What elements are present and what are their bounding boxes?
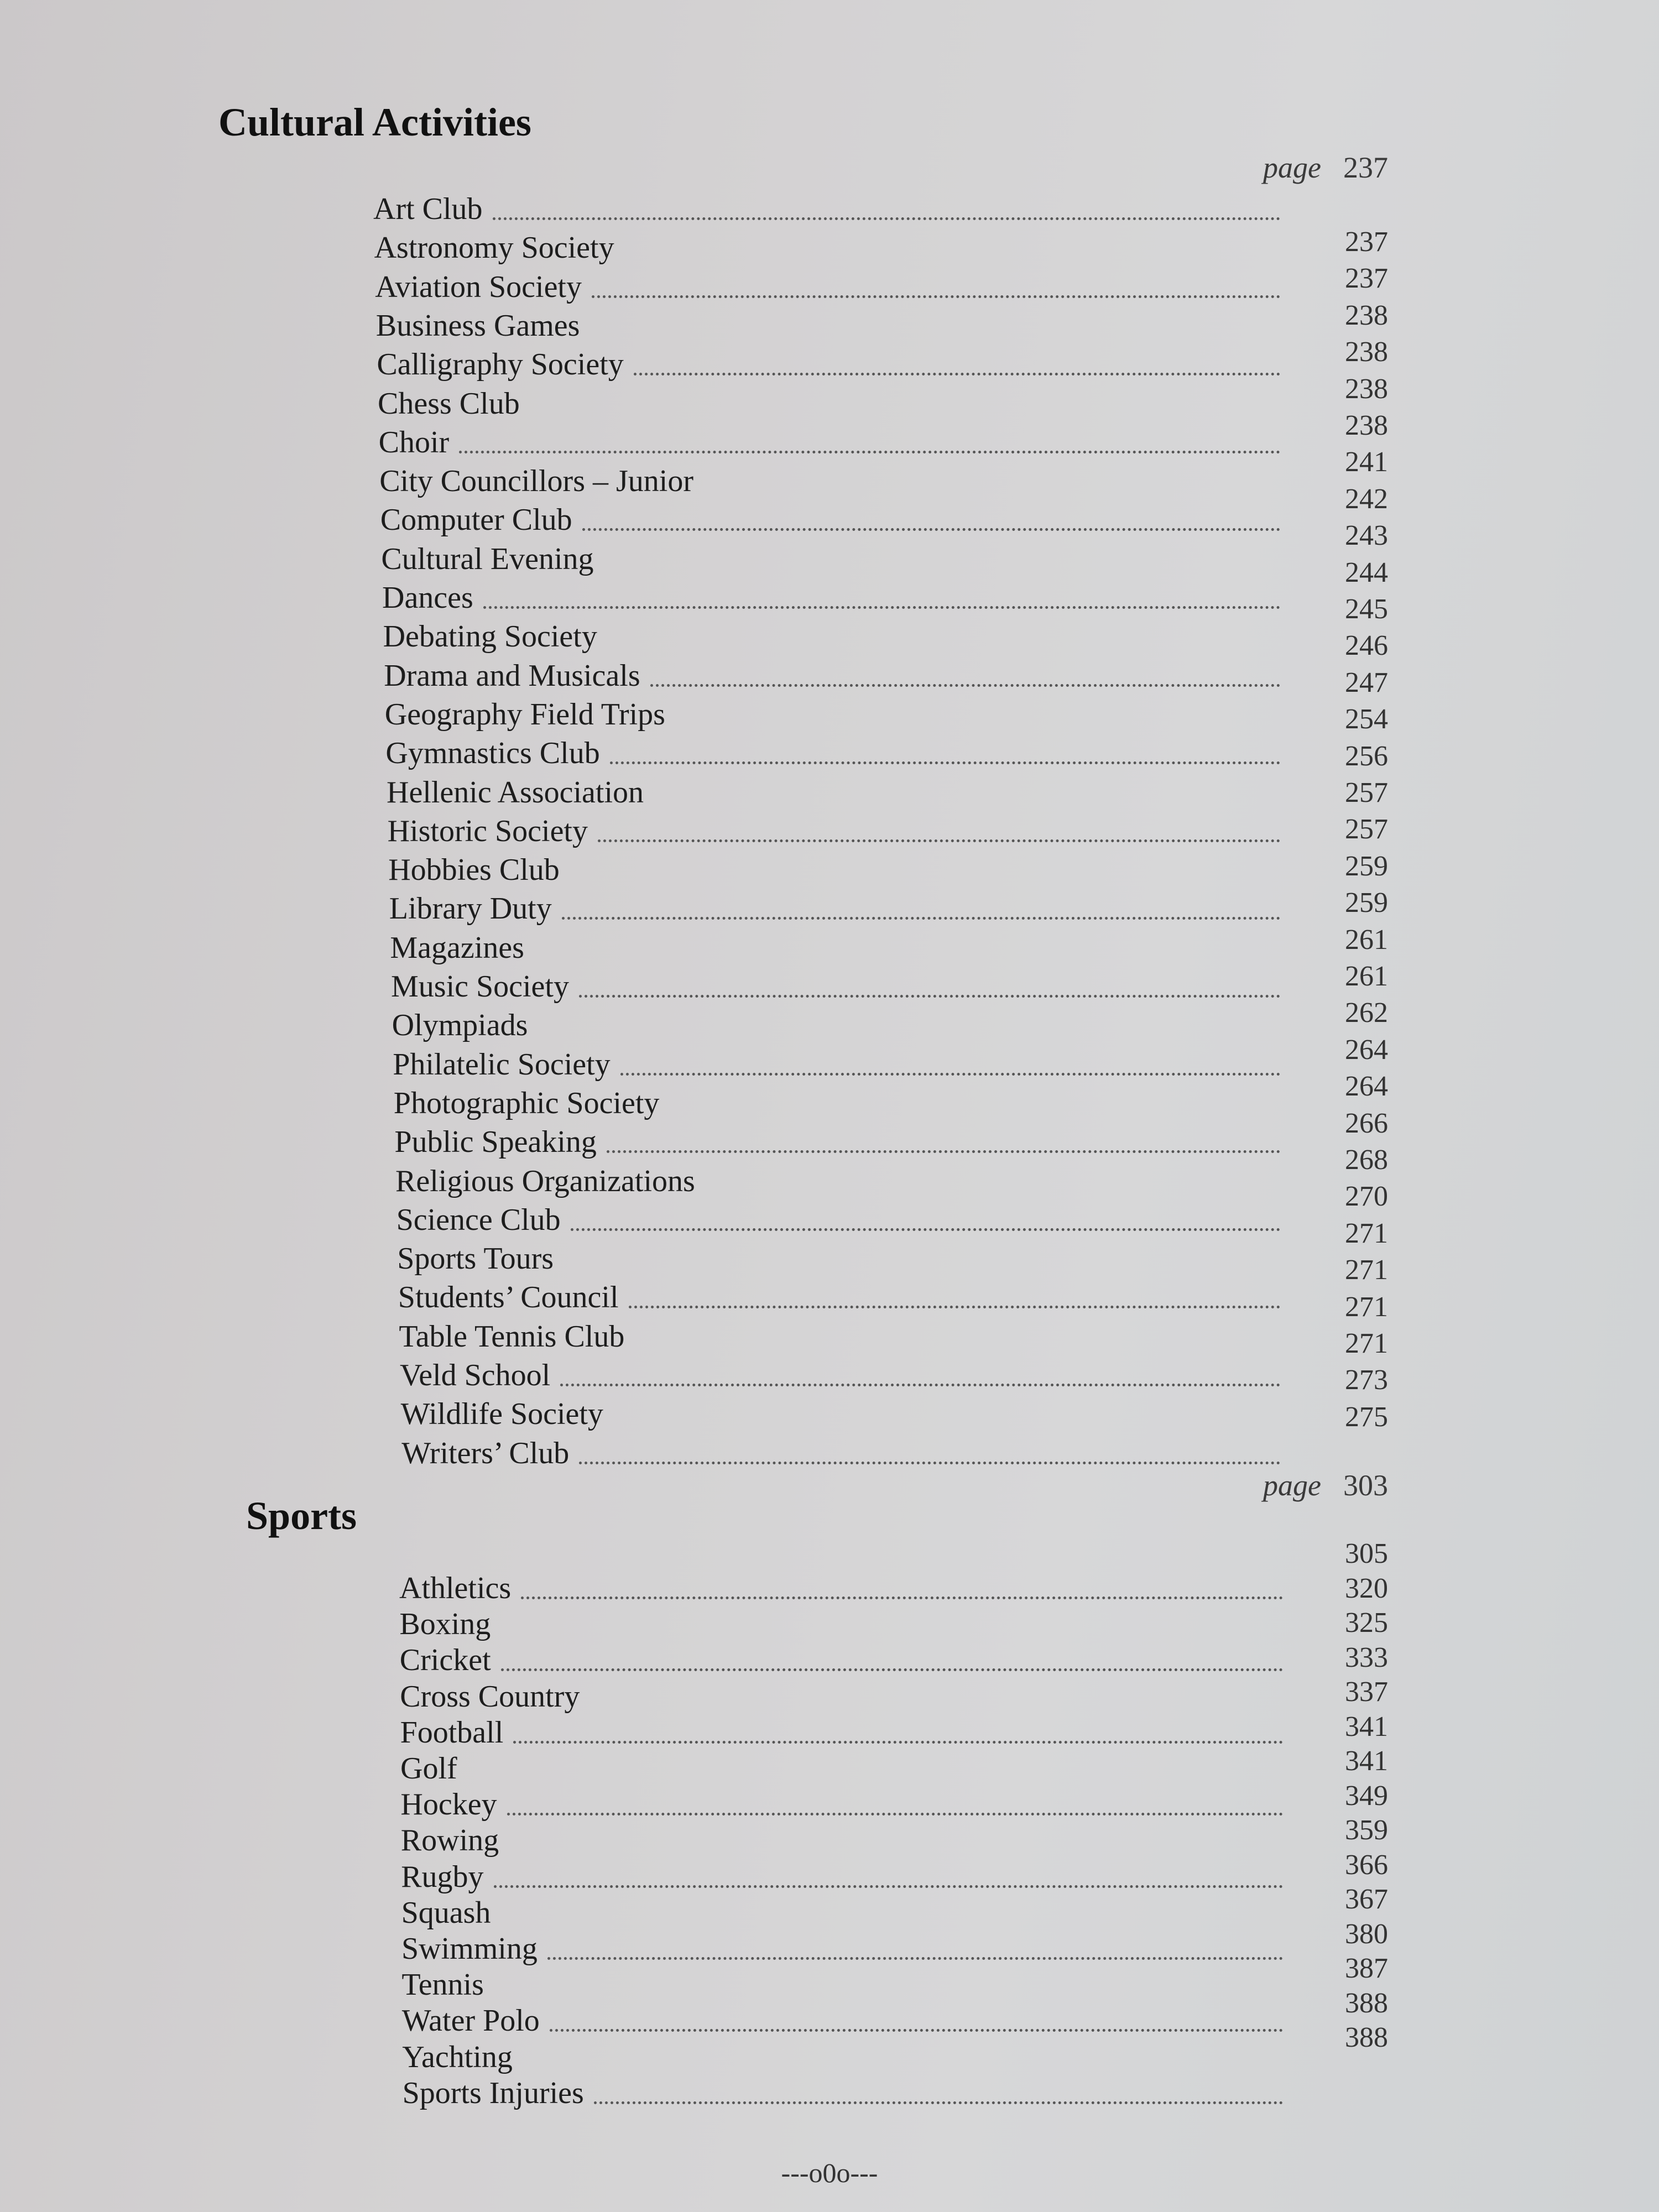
dot-leader	[579, 995, 1280, 998]
dot-leader	[550, 2029, 1283, 2032]
toc-entry	[401, 1436, 1280, 1471]
toc-entry-label: Sports Injuries	[402, 2075, 584, 2110]
toc-entry	[400, 1358, 1280, 1393]
toc-entry	[400, 1787, 1283, 1822]
toc-entry-label: Drama and Musicals	[384, 658, 640, 693]
toc-entry-label: Aviation Society	[375, 269, 582, 304]
toc-entry-label: Hobbies Club	[388, 853, 560, 888]
toc-entry	[391, 969, 1280, 1004]
dot-leader	[620, 1073, 1280, 1076]
toc-page-number: 238	[1345, 373, 1388, 405]
toc-entry	[373, 191, 1280, 227]
dot-leader	[571, 1228, 1280, 1231]
toc-page-number: 247	[1345, 666, 1388, 698]
toc-entry-label: Squash	[401, 1895, 491, 1930]
toc-entry-label: Swimming	[401, 1932, 538, 1966]
toc-entry-label: Astronomy Society	[374, 231, 614, 265]
toc-page-number: 256	[1345, 740, 1388, 772]
toc-page-number: 387	[1345, 1953, 1388, 1984]
toc-page-number: 270	[1345, 1181, 1388, 1213]
toc-entry	[401, 1859, 1283, 1895]
dot-leader	[483, 606, 1280, 609]
toc-entry-label: Music Society	[391, 969, 569, 1004]
sports-section-title: Sports	[246, 1494, 357, 1538]
toc-page-number: 388	[1345, 1987, 1388, 2019]
toc-entry	[397, 1241, 1280, 1276]
toc-page-number: 349	[1345, 1780, 1388, 1812]
toc-entry-label: Photographic Society	[393, 1086, 660, 1120]
toc-page-number: 262	[1345, 997, 1388, 1029]
toc-page-number: 273	[1345, 1364, 1388, 1396]
toc-entry-label: Magazines	[390, 930, 524, 965]
cultural-section-title: Cultural Activities	[218, 100, 531, 144]
toc-page-number: 333	[1345, 1641, 1388, 1673]
sports-page-header	[1112, 1468, 1388, 1503]
toc-entry	[400, 1642, 1283, 1678]
toc-entry	[401, 1895, 1283, 1931]
toc-entry	[400, 1679, 1283, 1714]
toc-entry-label: Rowing	[400, 1823, 499, 1858]
toc-page-number: 268	[1345, 1144, 1388, 1176]
toc-entry-label: Olympiads	[392, 1008, 528, 1043]
toc-entry-label: Tennis	[401, 1968, 484, 2002]
dot-leader	[507, 1813, 1283, 1815]
toc-page-number: 341	[1345, 1745, 1388, 1777]
toc-entry-label: Debating Society	[383, 619, 597, 654]
dot-leader	[634, 373, 1280, 375]
toc-page-number: 261	[1345, 924, 1388, 956]
toc-page-number: 271	[1345, 1217, 1388, 1249]
toc-entry	[385, 735, 1280, 771]
dot-leader	[592, 295, 1280, 298]
toc-entry	[401, 1967, 1283, 2002]
toc-entry-label: Library Duty	[389, 891, 552, 926]
toc-entry-label: Calligraphy Society	[377, 347, 624, 382]
page-word: page	[1263, 151, 1321, 184]
dot-leader	[560, 1384, 1280, 1386]
toc-entry-label: Dances	[382, 581, 473, 615]
toc-page-number: 325	[1345, 1607, 1388, 1639]
toc-entry-label: Geography Field Trips	[384, 697, 665, 732]
toc-entry	[400, 1751, 1283, 1786]
dot-leader	[562, 917, 1280, 920]
toc-entry-label: Sports Tours	[397, 1241, 554, 1276]
toc-entry	[401, 1396, 1280, 1432]
toc-entry	[377, 347, 1280, 382]
toc-entry-label: Gymnastics Club	[385, 736, 600, 771]
dot-leader	[513, 1741, 1283, 1744]
toc-page-number: 341	[1345, 1710, 1388, 1743]
dot-leader	[501, 1668, 1283, 1671]
toc-entry-label: Chess Club	[378, 386, 520, 421]
toc-entry	[383, 619, 1280, 654]
toc-entry-label: Writers’ Club	[401, 1436, 570, 1470]
toc-entry	[384, 658, 1280, 693]
toc-entry	[395, 1164, 1280, 1199]
toc-entry-label: Table Tennis Club	[399, 1319, 625, 1354]
dot-leader	[629, 1306, 1280, 1308]
page-word: page	[1263, 1469, 1321, 1502]
toc-page-number: 257	[1345, 813, 1388, 846]
toc-entry	[401, 1823, 1283, 1858]
toc-entry-label: Rugby	[401, 1859, 484, 1894]
toc-entry	[379, 463, 1280, 499]
toc-page-number: 366	[1345, 1849, 1388, 1881]
toc-entry-label: Athletics	[399, 1571, 512, 1605]
toc-entry	[387, 775, 1280, 810]
toc-entry	[399, 1606, 1283, 1642]
toc-entry-label: Wildlife Society	[400, 1397, 603, 1432]
toc-entry-label: Art Club	[373, 192, 483, 226]
toc-page-number: 237	[1345, 263, 1388, 295]
toc-page-number: 257	[1345, 777, 1388, 808]
toc-entry	[403, 2075, 1283, 2111]
toc-entry-label: Business Games	[375, 308, 580, 343]
toc-entry-label: Public Speaking	[394, 1125, 597, 1160]
toc-page-number: 244	[1345, 556, 1388, 588]
toc-entry	[400, 1715, 1283, 1750]
toc-page-number: 359	[1345, 1814, 1388, 1846]
toc-page-number: 241	[1345, 446, 1388, 478]
toc-entry	[393, 1047, 1280, 1082]
toc-entry-label: Choir	[378, 425, 450, 460]
toc-page-number: 238	[1345, 336, 1388, 368]
dot-leader	[459, 451, 1280, 453]
dot-leader	[650, 684, 1280, 687]
toc-entry-label: Hellenic Association	[387, 775, 644, 810]
cultural-page-header	[1112, 150, 1388, 185]
toc-page-number: 238	[1345, 299, 1388, 331]
dot-leader	[547, 1957, 1283, 1960]
page-start-number: 303	[1343, 1469, 1388, 1502]
toc-entry-label: Cultural Evening	[381, 541, 594, 576]
toc-page-number: 243	[1345, 520, 1388, 552]
toc-entry-label: Students’ Council	[398, 1280, 619, 1315]
toc-entry	[381, 541, 1280, 577]
toc-entry-label: Computer Club	[380, 503, 572, 538]
toc-page-number: 271	[1345, 1291, 1388, 1323]
toc-entry	[375, 269, 1280, 305]
toc-entry	[401, 1931, 1283, 1966]
toc-page-number: 380	[1345, 1918, 1388, 1950]
page-start-number: 237	[1343, 151, 1388, 184]
toc-page-number: 275	[1345, 1401, 1388, 1433]
toc-page-number: 367	[1345, 1884, 1388, 1915]
toc-entry	[397, 1202, 1280, 1238]
toc-page-number: 337	[1345, 1676, 1388, 1708]
toc-page-number: 237	[1345, 226, 1388, 258]
toc-entry	[392, 1008, 1280, 1043]
toc-entry	[398, 1280, 1280, 1315]
dot-leader	[493, 217, 1280, 220]
dot-leader	[607, 1150, 1280, 1153]
dot-leader	[494, 1885, 1283, 1888]
dot-leader	[610, 761, 1280, 764]
toc-entry	[389, 891, 1280, 926]
toc-page-number: 254	[1345, 703, 1388, 735]
toc-page-number: 266	[1345, 1107, 1388, 1139]
toc-entry	[380, 502, 1280, 538]
toc-entry-label: Golf	[400, 1751, 457, 1786]
toc-entry-label: Water Polo	[401, 2004, 540, 2038]
dot-leader	[582, 528, 1280, 531]
dot-leader	[521, 1597, 1283, 1599]
toc-entry	[402, 2039, 1283, 2075]
toc-page-number: 261	[1345, 961, 1388, 992]
toc-page-number: 320	[1345, 1572, 1388, 1604]
toc-entry	[394, 1124, 1280, 1160]
toc-entry	[376, 308, 1280, 343]
dot-leader	[594, 2101, 1283, 2104]
toc-page-number: 238	[1345, 410, 1388, 441]
toc-entry-label: Philatelic Society	[393, 1047, 611, 1082]
toc-entry-label: Football	[400, 1715, 504, 1750]
toc-page-number: 259	[1345, 887, 1388, 919]
toc-page-number: 388	[1345, 2022, 1388, 2053]
toc-entry-label: City Councillors – Junior	[379, 464, 693, 499]
toc-entry-label: Cross Country	[400, 1679, 580, 1714]
toc-page-number: 305	[1345, 1538, 1388, 1569]
toc-entry	[399, 1571, 1283, 1606]
toc-entry	[379, 425, 1280, 460]
toc-entry-label: Veld School	[400, 1358, 551, 1392]
dot-leader	[579, 1462, 1280, 1464]
toc-entry-label: Religious Organizations	[395, 1164, 695, 1198]
toc-entry	[390, 930, 1280, 966]
toc-entry	[374, 230, 1280, 265]
toc-entry-label: Hockey	[400, 1787, 497, 1822]
toc-entry-label: Yachting	[402, 2039, 513, 2074]
toc-entry	[385, 697, 1280, 732]
toc-page-number: 245	[1345, 593, 1388, 625]
toc-entry	[402, 2003, 1283, 2038]
page-footer-ornament: ---o0o---	[781, 2157, 878, 2188]
toc-page-number: 259	[1345, 850, 1388, 882]
toc-page-number: 264	[1345, 1071, 1388, 1103]
toc-page-number: 271	[1345, 1254, 1388, 1286]
toc-entry	[394, 1086, 1280, 1121]
toc-entry-label: Boxing	[399, 1607, 491, 1642]
toc-entry	[388, 813, 1280, 849]
toc-entry	[382, 580, 1280, 615]
dot-leader	[598, 839, 1280, 842]
toc-entry-label: Science Club	[396, 1202, 561, 1237]
toc-entry-label: Historic Society	[387, 813, 588, 848]
toc-entry	[378, 386, 1280, 421]
toc-page-number: 242	[1345, 483, 1388, 515]
toc-entry	[399, 1319, 1280, 1354]
toc-entry-label: Cricket	[399, 1643, 491, 1678]
toc-entry	[388, 852, 1280, 888]
toc-page-number: 246	[1345, 630, 1388, 662]
toc-page-number: 264	[1345, 1034, 1388, 1066]
toc-page-number: 271	[1345, 1328, 1388, 1359]
